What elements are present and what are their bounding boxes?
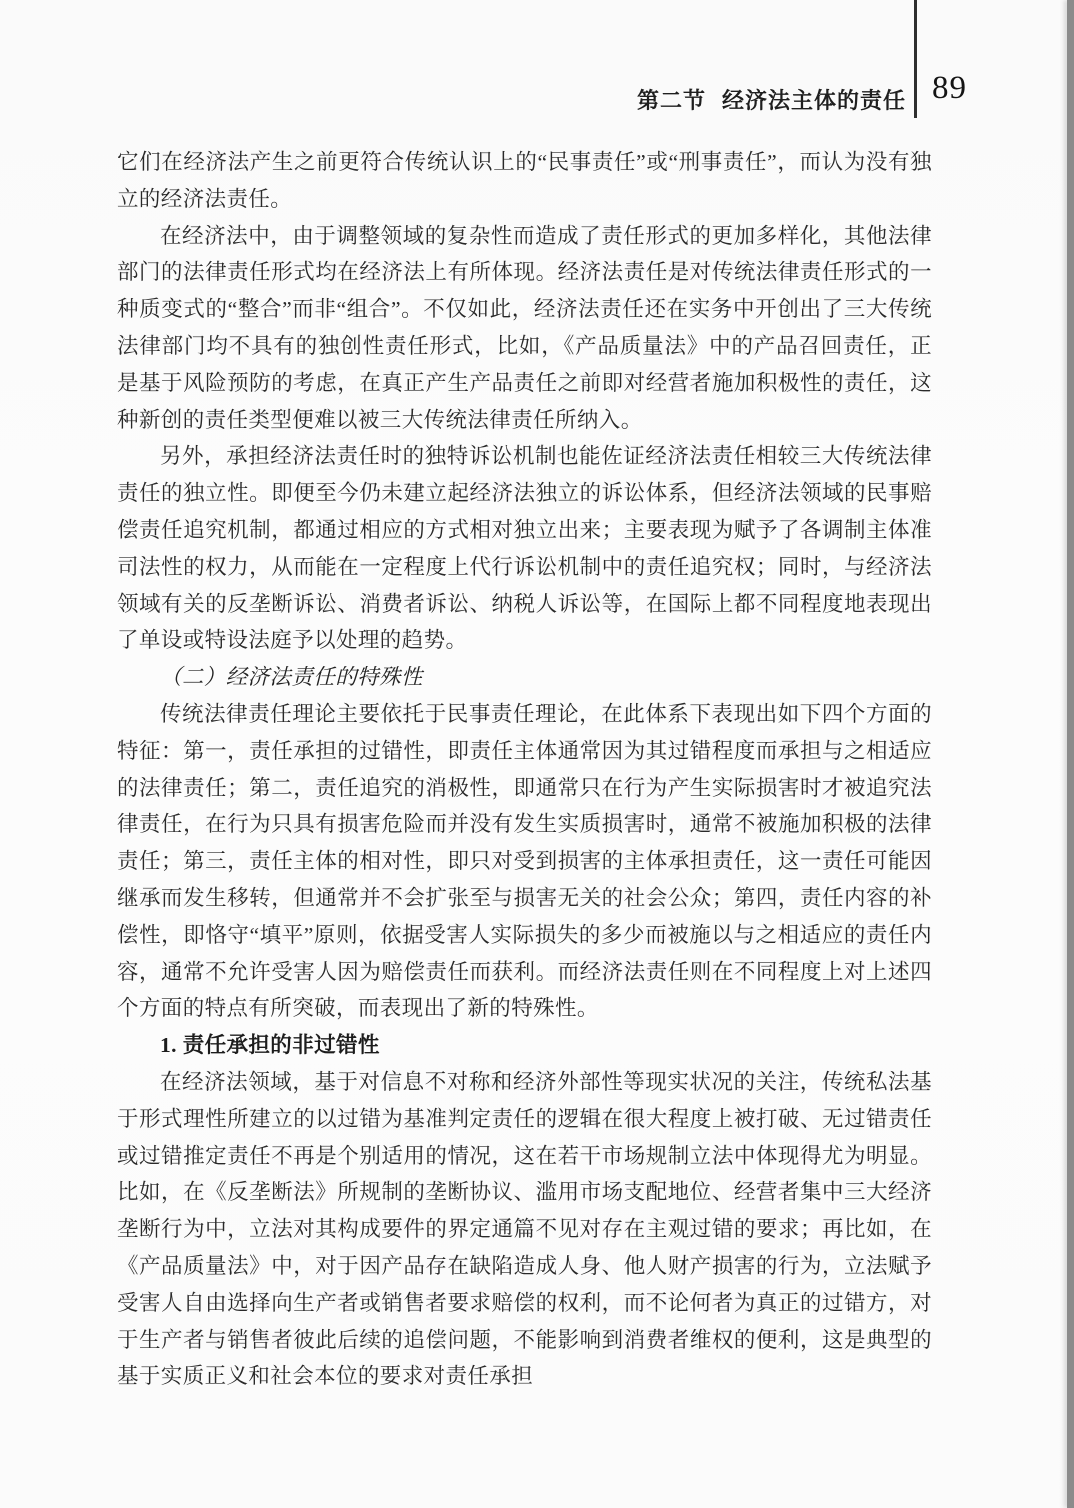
paragraph: 在经济法中，由于调整领域的复杂性而造成了责任形式的更加多样化，其他法律部门的法律责任形式均在经济法上有所体现。经济法责任是对传统法律责任形式的一种质变式的“整合”而非“组合”。不仅如此，经济法责任还在实务中开创出了三大传统法律部门均不具有的独创性责任形式，比如，《产品质量法》中的产品召回责任，正是基于风险预防的考虑，在真正产生产品责任之前即对经营者施加积极性的责任，这种新创的责任类型便难以被三大传统法律责任所纳入。 xyxy=(117,223,932,432)
paragraph: 传统法律责任理论主要依托于民事责任理论，在此体系下表现出如下四个方面的特征：第一，责任承担的过错性，即责任主体通常因为其过错程度而承担与之相适应的法律责任；第二，责任追究的消极性，即通常只在行为产生实际损害时才被追究法律责任，在行为只具有损害危险而并没有发生实质损害时，通常不被施加积极的法律责任；第三，责任主体的相对性，即只对受到损害的主体承担责任，这一责任可能因继承而发生移转，但通常并不会扩张至与损害无关的社会公众；第四，责任内容的补偿性，即恪守“填平”原则，依据受害人实际损失的多少而被施以与之相适应的责任内容，通常不允许受害人因为赔偿责任而获利。而经济法责任则在不同程度上对上述四个方面的特点有所突破，而表现出了新的特殊性。 xyxy=(117,701,932,1021)
running-head xyxy=(637,84,906,115)
page-body xyxy=(117,144,932,1395)
scan-edge-shadow xyxy=(1067,0,1074,1508)
page-number: 89 xyxy=(932,70,967,106)
header-divider xyxy=(914,0,917,118)
section-label: 第二节 xyxy=(636,88,706,113)
section-title: 经济法主体的责任 xyxy=(721,88,906,113)
paragraph: 另外，承担经济法责任时的独特诉讼机制也能佐证经济法责任相较三大传统法律责任的独立性。即便至今仍未建立起经济法独立的诉讼体系，但经济法领域的民事赔偿责任追究机制，都通过相应的方式相对独立出来；主要表现为赋予了各调制主体准司法性的权力，从而能在一定程度上代行诉讼机制中的责任追究权；同时，与经济法领域有关的反垄断诉讼、消费者诉讼、纳税人诉讼等，在国际上都不同程度地表现出了单设或特设法庭予以处理的趋势。 xyxy=(117,444,932,653)
subsection-heading: （二）经济法责任的特殊性 xyxy=(160,665,423,690)
paragraph: 在经济法领域，基于对信息不对称和经济外部性等现实状况的关注，传统私法基于形式理性所建立的以过错为基准判定责任的逻辑在很大程度上被打破、无过错责任或过错推定责任不再是个别适用的情况，这在若干市场规制立法中体现得尤为明显。比如，在《反垄断法》所规制的垄断协议、滥用市场支配地位、经营者集中三大经济垄断行为中，立法对其构成要件的界定通篇不见对存在主观过错的要求；再比如，在《产品质量法》中，对于因产品存在缺陷造成人身、他人财产损害的行为，立法赋予受害人自由选择向生产者或销售者要求赔偿的权利，而不论何者为真正的过错方，对于生产者与销售者彼此后续的追偿问题，不能影响到消费者维权的便利，这是典型的基于实质正义和社会本位的要求对责任承担 xyxy=(117,1069,932,1389)
numbered-heading: 1. 责任承担的非过错性 xyxy=(160,1033,380,1058)
paragraph-continuation: 它们在经济法产生之前更符合传统认识上的“民事责任”或“刑事责任”，而认为没有独立的经济法责任。 xyxy=(117,150,932,211)
